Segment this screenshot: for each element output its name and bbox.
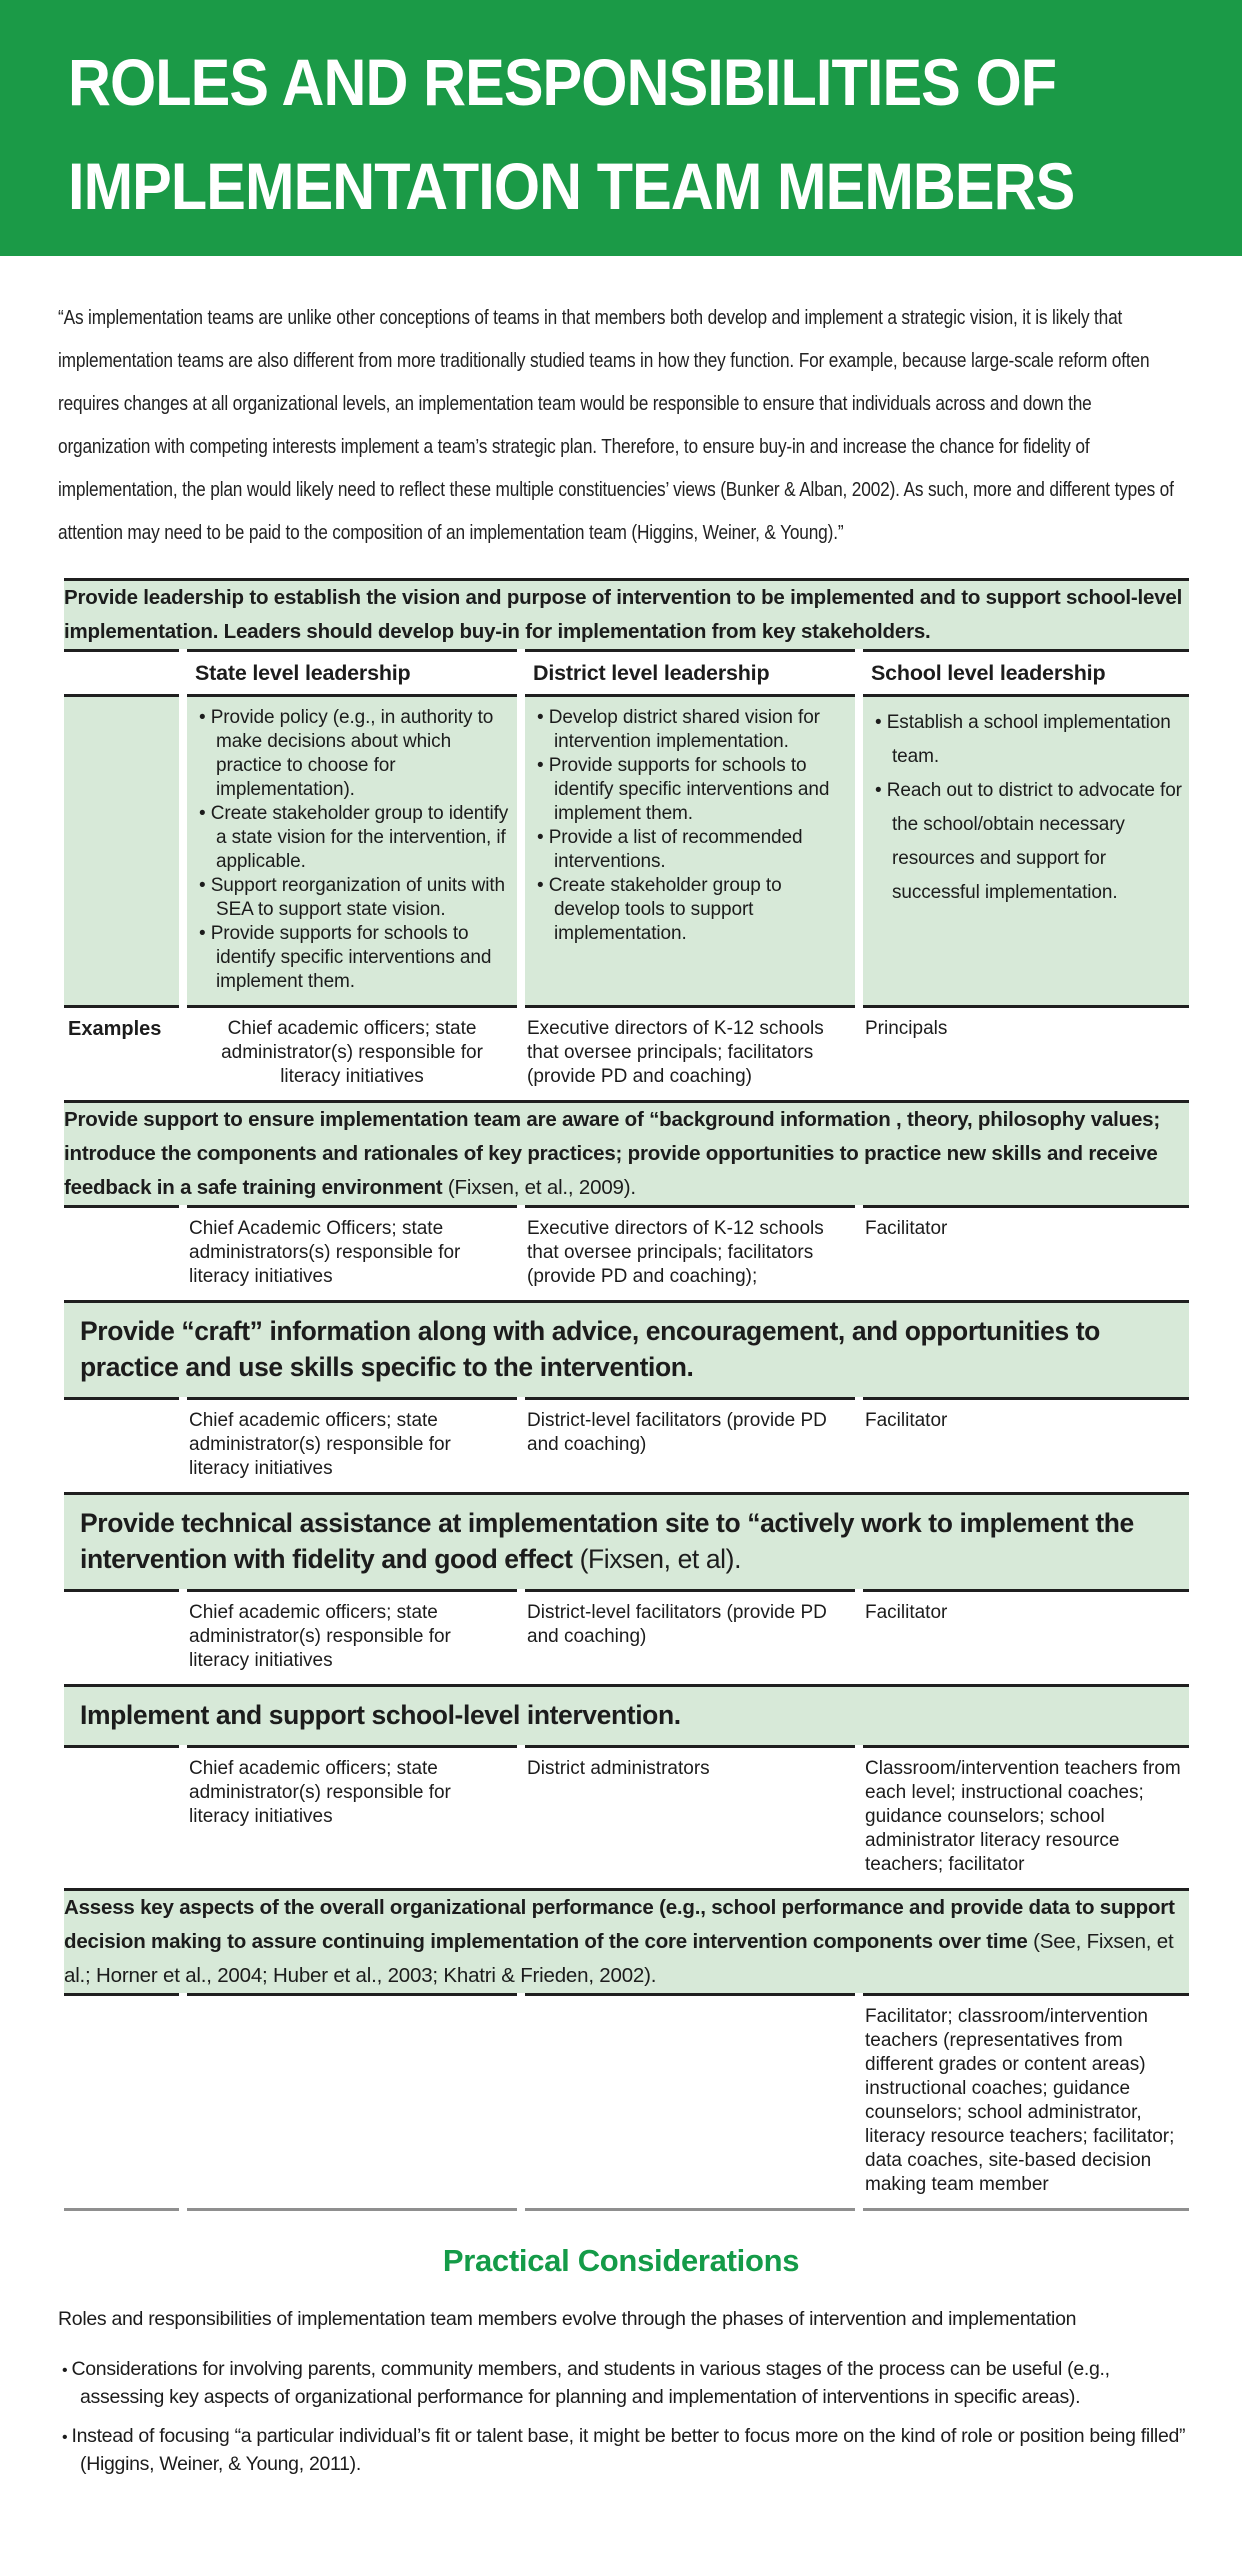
examples-row-6 [64,1993,1189,2211]
examples-4-school: Facilitator [863,1589,1189,1684]
page-title [68,30,1125,238]
examples-2-spacer [64,1205,179,1300]
practical-consideration-item: • Instead of focusing “a particular individual’s fit or talent base, it might be better to focus more on the kind of role or position being filled” (Higgins, Weiner, & Young, 2011). [62,2423,1192,2477]
leadership-bullets-spacer [64,694,179,1005]
district-bullet: • Create stakeholder group to develop tools to support implementation. [537,874,851,946]
examples-5-state: Chief academic officers; state administrator(s) responsible for literacy initiatives [187,1745,517,1888]
banner-implement-text: Implement and support school-level intervention. [80,1700,681,1730]
examples-4-state: Chief academic officers; state administrator(s) responsible for literacy initiatives [187,1589,517,1684]
column-header-state: State level leadership [187,649,517,694]
examples-4-spacer [64,1589,179,1684]
intro-quote: “As implementation teams are unlike other conceptions of teams in that members both develop and implement a strategic vision, it is likely that implementation teams are also different from more traditionally studied teams in how they function. For example, because large-scale reform often requires changes at all organizational levels, an implementation team would be responsible to ensure that individuals across and down the organization with competing interests implement a team’s strategic plan. Therefore, to ensure buy-in and increase the chance for fidelity of implementation, the plan would likely need to reflect these multiple constituencies’ views (Bunker & Alban, 2002). As such, more and different types of attention may need to be paid to the composition of an implementation team (Higgins, Weiner, & Young).” [58,306,1174,544]
practical-consideration-item: • Considerations for involving parents, community members, and students in various stages of the process can be useful (e.g., assessing key aspects of organizational performance for planning and implementation of interventions in specific areas). [62,2356,1192,2410]
leadership-bullets-state [187,694,517,1005]
examples-3-state: Chief academic officers; state administrator(s) responsible for literacy initiatives [187,1397,517,1492]
district-bullet: • Develop district shared vision for intervention implementation. [537,706,851,754]
banner-row-technical-assistance [64,1492,1189,1589]
banner-row-leadership [64,578,1189,649]
banner-implement [64,1684,1189,1745]
examples-row-1 [64,1005,1189,1100]
examples-5-spacer [64,1745,179,1888]
examples-1-district: Executive directors of K-12 schools that oversee principals; facilitators (provide PD and coaching) [525,1005,855,1100]
examples-1-state: Chief academic officers; state administrator(s) responsible for literacy initiatives [187,1005,517,1100]
masthead-banner [0,0,1242,256]
banner-leadership [64,578,1189,649]
district-bullet: • Provide supports for schools to identify specific interventions and implement them. [537,754,851,826]
examples-6-district [525,1993,855,2211]
leadership-bullets-row [64,694,1189,1005]
banner-training-citation: (Fixsen, et al., 2009). [442,1176,636,1199]
examples-row-4 [64,1589,1189,1684]
banner-craft-text: Provide “craft” information along with advice, encouragement, and opportunities to practice and use skills specific to the intervention. [80,1316,1100,1382]
practical-considerations-lead: Roles and responsibilities of implementation team members evolve through the phases of intervention and implementation [58,2308,1077,2330]
district-bullet-list [537,706,851,946]
school-bullet-list [875,706,1185,910]
page-title-line2: IMPLEMENTATION TEAM MEMBERS [68,149,1075,223]
banner-row-implement [64,1684,1189,1745]
state-bullet: • Provide policy (e.g., in authority to make decisions about which practice to choose for implementation). [199,706,513,802]
examples-3-district: District-level facilitators (provide PD and coaching) [525,1397,855,1492]
banner-technical-assistance-text: Provide technical assistance at implementation site to “actively work to implement the intervention with fidelity and good effect [80,1508,1134,1574]
examples-2-state: Chief Academic Officers; state administrators(s) responsible for literacy initiatives [187,1205,517,1300]
column-header-school: School level leadership [863,649,1189,694]
school-bullet: • Reach out to district to advocate for the school/obtain necessary resources and support for successful implementation. [875,774,1185,910]
examples-4-district: District-level facilitators (provide PD and coaching) [525,1589,855,1684]
page-title-line1: ROLES AND RESPONSIBILITIES OF [68,45,1057,119]
roles-table [56,578,1197,2211]
state-bullet: • Provide supports for schools to identify specific interventions and implement them. [199,922,513,994]
state-bullet: • Support reorganization of units with SEA to support state vision. [199,874,513,922]
district-bullet: • Provide a list of recommended interventions. [537,826,851,874]
examples-row-3 [64,1397,1189,1492]
examples-label: Examples [64,1005,179,1100]
banner-assess [64,1888,1189,1993]
state-bullet-list [199,706,513,994]
leadership-bullets-school [863,694,1189,1005]
examples-1-school: Principals [863,1005,1189,1100]
examples-6-school: Facilitator; classroom/intervention teachers (representatives from different grades or content areas) instructional coaches; guidance counselors; school administrator, literacy resource teachers; facilitator; data coaches, site-based decision making team member [863,1993,1189,2211]
column-header-spacer [64,649,179,694]
examples-3-spacer [64,1397,179,1492]
examples-2-school: Facilitator [863,1205,1189,1300]
banner-assess-text: Assess key aspects of the overall organizational performance (e.g., school performance and provide data to support decision making to assure continuing implementation of the core intervention components over time [64,1896,1175,1953]
banner-leadership-text: Provide leadership to establish the vision and purpose of intervention to be implemented and to support school-level implementation. Leaders should develop buy-in for implementation from key stakeholders. [64,586,1183,643]
examples-row-2 [64,1205,1189,1300]
examples-6-state [187,1993,517,2211]
examples-3-school: Facilitator [863,1397,1189,1492]
column-header-row [64,649,1189,694]
state-bullet: • Create stakeholder group to identify a state vision for the intervention, if applicable. [199,802,513,874]
school-bullet: • Establish a school implementation team. [875,706,1185,774]
practical-considerations-list [62,2356,1192,2477]
banner-row-assess [64,1888,1189,1993]
banner-training [64,1100,1189,1205]
banner-technical-assistance-citation: (Fixsen, et al). [572,1544,742,1574]
banner-assess-citation: (See, Fixsen, et al.; Horner et al., 2004; Huber et al., 2003; Khatri & Frieden, 2002). [64,1930,1174,1987]
leadership-bullets-district [525,694,855,1005]
banner-row-craft [64,1300,1189,1397]
practical-considerations-heading: Practical Considerations [442,2243,800,2278]
banner-craft [64,1300,1189,1397]
examples-5-school: Classroom/intervention teachers from each level; instructional coaches; guidance counselors; school administrator literacy resource teachers; facilitator [863,1745,1189,1888]
banner-training-text: Provide support to ensure implementation team are aware of “background information , theory, philosophy values; introduce the components and rationales of key practices; provide opportunities to practice new skills and receive feedback in a safe training environment [64,1108,1161,1199]
column-header-district: District level leadership [525,649,855,694]
examples-2-district: Executive directors of K-12 schools that oversee principals; facilitators (provide PD and coaching); [525,1205,855,1300]
examples-5-district: District administrators [525,1745,855,1888]
examples-6-spacer [64,1993,179,2211]
examples-row-5 [64,1745,1189,1888]
banner-technical-assistance [64,1492,1189,1589]
banner-row-training [64,1100,1189,1205]
